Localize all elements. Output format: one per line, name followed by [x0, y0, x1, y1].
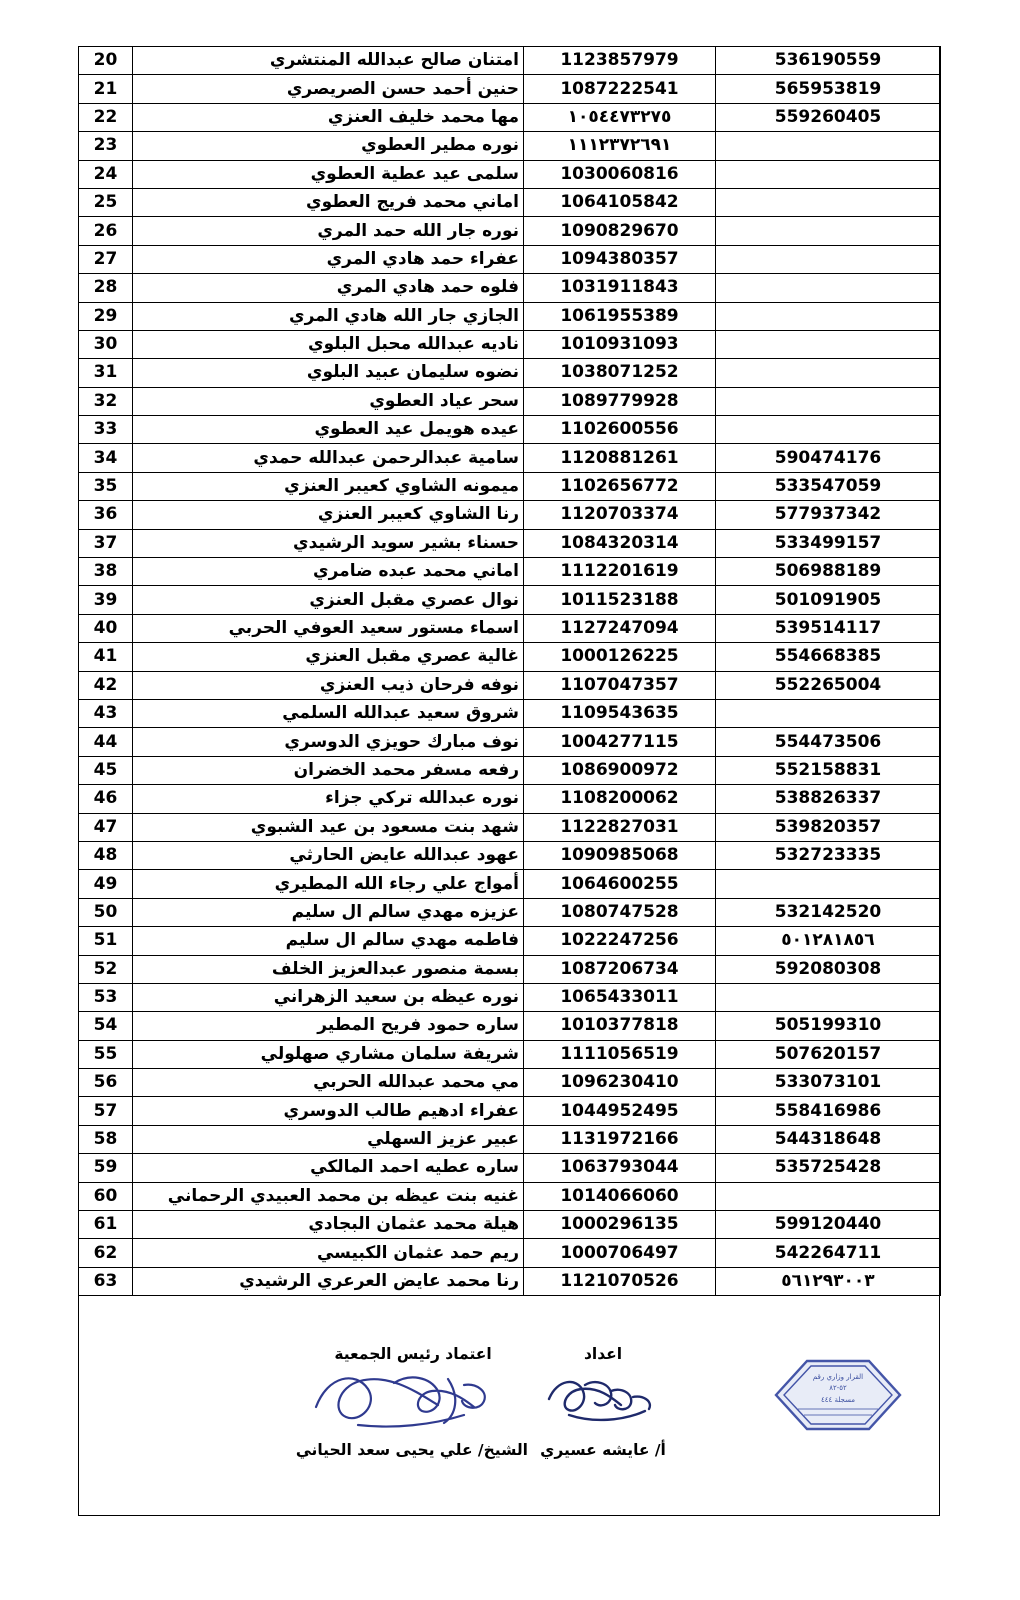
table-row: [79, 75, 941, 103]
cell-name: رفعه مسفر محمد الخضران: [133, 756, 524, 784]
cell-national-id: 1063793044: [524, 1154, 716, 1182]
table-row: [79, 274, 941, 302]
cell-row-number: 46: [79, 785, 133, 813]
cell-name: سامية عبدالرحمن عبدالله حمدي: [133, 444, 524, 472]
cell-row-number: 30: [79, 330, 133, 358]
cell-name: سلمى عيد عطية العطوي: [133, 160, 524, 188]
table-row: [79, 870, 941, 898]
table-row: [79, 614, 941, 642]
cell-name: اماني محمد عبده ضامري: [133, 558, 524, 586]
cell-name: نوره عبدالله تركي جزاء: [133, 785, 524, 813]
signature-area: [78, 1341, 940, 1516]
cell-name: حنين أحمد حسن الصريصري: [133, 75, 524, 103]
cell-row-number: 31: [79, 359, 133, 387]
cell-national-id: 1108200062: [524, 785, 716, 813]
cell-row-number: 36: [79, 501, 133, 529]
cell-name: نوف مبارك حويزي الدوسري: [133, 728, 524, 756]
official-stamp: [754, 1353, 922, 1437]
table-row: [79, 927, 941, 955]
cell-name: عيده هويمل عيد العطوي: [133, 416, 524, 444]
cell-national-id: 1030060816: [524, 160, 716, 188]
table-row: [79, 813, 941, 841]
table-row: [79, 1040, 941, 1068]
table-row: [79, 955, 941, 983]
cell-name: نوفه فرحان ذيب العنزي: [133, 671, 524, 699]
cell-name: عبير عزيز السهلي: [133, 1125, 524, 1153]
cell-name: هيلة محمد عثمان البجادي: [133, 1211, 524, 1239]
cell-membership-id: 507620157: [716, 1040, 941, 1068]
table-row: [79, 643, 941, 671]
cell-row-number: 54: [79, 1012, 133, 1040]
table-row: [79, 1097, 941, 1125]
table-row: [79, 1211, 941, 1239]
cell-membership-id: 544318648: [716, 1125, 941, 1153]
cell-membership-id: 533547059: [716, 472, 941, 500]
cell-row-number: 29: [79, 302, 133, 330]
members-table-body: [79, 47, 941, 1296]
cell-name: أمواج علي رجاء الله المطيري: [133, 870, 524, 898]
table-row: [79, 1267, 941, 1295]
cell-row-number: 25: [79, 188, 133, 216]
cell-name: عزيزه مهدي سالم ال سليم: [133, 898, 524, 926]
table-row: [79, 188, 941, 216]
cell-national-id: 1109543635: [524, 699, 716, 727]
table-row: [79, 359, 941, 387]
cell-national-id: 1087206734: [524, 955, 716, 983]
cell-membership-id: 552265004: [716, 671, 941, 699]
cell-name: اماني محمد فريج العطوي: [133, 188, 524, 216]
cell-name: حسناء بشير سويد الرشيدي: [133, 529, 524, 557]
cell-row-number: 38: [79, 558, 133, 586]
prepared-signature-name: أ/ عايشه عسيري: [540, 1441, 666, 1459]
cell-row-number: 60: [79, 1182, 133, 1210]
table-row: [79, 699, 941, 727]
cell-membership-id: 505199310: [716, 1012, 941, 1040]
cell-membership-id: 535725428: [716, 1154, 941, 1182]
cell-row-number: 41: [79, 643, 133, 671]
cell-national-id: 1064105842: [524, 188, 716, 216]
cell-national-id: 1127247094: [524, 614, 716, 642]
cell-membership-id: [716, 132, 941, 160]
cell-national-id: 1102600556: [524, 416, 716, 444]
prepared-signature-mark: [533, 1363, 673, 1437]
table-row: [79, 416, 941, 444]
cell-row-number: 40: [79, 614, 133, 642]
cell-membership-id: 592080308: [716, 955, 941, 983]
cell-membership-id: ٥٦١٢٩٣٠٠٣: [716, 1267, 941, 1295]
cell-membership-id: [716, 188, 941, 216]
cell-membership-id: 554473506: [716, 728, 941, 756]
cell-membership-id: 532142520: [716, 898, 941, 926]
table-row: [79, 387, 941, 415]
cell-row-number: 24: [79, 160, 133, 188]
cell-membership-id: 577937342: [716, 501, 941, 529]
cell-national-id: 1084320314: [524, 529, 716, 557]
table-row: [79, 501, 941, 529]
cell-row-number: 44: [79, 728, 133, 756]
table-row: [79, 103, 941, 131]
cell-national-id: 1107047357: [524, 671, 716, 699]
cell-name: غنيه بنت عيظه بن محمد العبيدي الرحماني: [133, 1182, 524, 1210]
cell-row-number: 51: [79, 927, 133, 955]
cell-national-id: 1120881261: [524, 444, 716, 472]
cell-membership-id: [716, 416, 941, 444]
cell-name: امتنان صالح عبدالله المنتشري: [133, 47, 524, 75]
cell-national-id: 1112201619: [524, 558, 716, 586]
cell-national-id: 1121070526: [524, 1267, 716, 1295]
cell-name: ناديه عبدالله محبل البلوي: [133, 330, 524, 358]
cell-national-id: 1022247256: [524, 927, 716, 955]
cell-row-number: 55: [79, 1040, 133, 1068]
cell-national-id: 1122827031: [524, 813, 716, 841]
table-row: [79, 472, 941, 500]
table-row: [79, 756, 941, 784]
approval-signature-name: الشيخ/ علي يحيى سعد الحياني: [295, 1441, 528, 1459]
cell-membership-id: [716, 983, 941, 1011]
cell-row-number: 62: [79, 1239, 133, 1267]
cell-name: ساره عطيه احمد المالكي: [133, 1154, 524, 1182]
cell-national-id: 1004277115: [524, 728, 716, 756]
cell-row-number: 34: [79, 444, 133, 472]
prepared-signature-title: اعداد: [583, 1345, 623, 1363]
stamp-line-2: ٥٢-٨٢: [829, 1384, 847, 1392]
cell-row-number: 37: [79, 529, 133, 557]
cell-name: عهود عبدالله عايض الحارثي: [133, 841, 524, 869]
cell-name: مي محمد عبدالله الحربي: [133, 1069, 524, 1097]
cell-row-number: 27: [79, 245, 133, 273]
cell-membership-id: 539820357: [716, 813, 941, 841]
table-row: [79, 841, 941, 869]
stamp-line-1: القرار وزاري رقم: [812, 1373, 864, 1381]
cell-name: نوره مطير العطوي: [133, 132, 524, 160]
cell-name: فلوه حمد هادي المري: [133, 274, 524, 302]
cell-membership-id: 538826337: [716, 785, 941, 813]
cell-membership-id: 542264711: [716, 1239, 941, 1267]
cell-national-id: 1131972166: [524, 1125, 716, 1153]
cell-national-id: 1044952495: [524, 1097, 716, 1125]
cell-name: شروق سعيد عبدالله السلمي: [133, 699, 524, 727]
cell-row-number: 52: [79, 955, 133, 983]
cell-row-number: 53: [79, 983, 133, 1011]
cell-row-number: 42: [79, 671, 133, 699]
cell-national-id: 1090985068: [524, 841, 716, 869]
cell-national-id: 1090829670: [524, 217, 716, 245]
cell-national-id: 1011523188: [524, 586, 716, 614]
cell-national-id: 1080747528: [524, 898, 716, 926]
cell-row-number: 26: [79, 217, 133, 245]
cell-name: الجازي جار الله هادي المري: [133, 302, 524, 330]
table-row: [79, 586, 941, 614]
approval-signature-block: [295, 1345, 528, 1459]
cell-row-number: 43: [79, 699, 133, 727]
table-row: [79, 898, 941, 926]
table-row: [79, 330, 941, 358]
cell-membership-id: [716, 274, 941, 302]
cell-national-id: 1000706497: [524, 1239, 716, 1267]
table-row: [79, 983, 941, 1011]
cell-name: ريم حمد عثمان الكبيسي: [133, 1239, 524, 1267]
cell-row-number: 35: [79, 472, 133, 500]
approval-signature-mark: [298, 1363, 528, 1437]
cell-national-id: 1111056519: [524, 1040, 716, 1068]
cell-name: مها محمد خليف العنزي: [133, 103, 524, 131]
cell-row-number: 63: [79, 1267, 133, 1295]
cell-name: نضوه سليمان عبيد البلوي: [133, 359, 524, 387]
cell-row-number: 56: [79, 1069, 133, 1097]
cell-membership-id: [716, 1182, 941, 1210]
cell-row-number: 23: [79, 132, 133, 160]
cell-membership-id: 558416986: [716, 1097, 941, 1125]
cell-membership-id: 533073101: [716, 1069, 941, 1097]
cell-national-id: 1010931093: [524, 330, 716, 358]
cell-membership-id: 536190559: [716, 47, 941, 75]
table-row: [79, 160, 941, 188]
table-row: [79, 1182, 941, 1210]
table-row: [79, 1012, 941, 1040]
cell-row-number: 61: [79, 1211, 133, 1239]
cell-national-id: 1089779928: [524, 387, 716, 415]
cell-membership-id: ٥٠١٢٨١٨٥٦: [716, 927, 941, 955]
table-row: [79, 245, 941, 273]
table-row: [79, 1069, 941, 1097]
table-row: [79, 47, 941, 75]
cell-membership-id: 599120440: [716, 1211, 941, 1239]
cell-name: نوال عصري مقبل العنزي: [133, 586, 524, 614]
cell-national-id: 1123857979: [524, 47, 716, 75]
table-row: [79, 529, 941, 557]
table-row: [79, 558, 941, 586]
table-row: [79, 785, 941, 813]
cell-row-number: 48: [79, 841, 133, 869]
cell-name: عفراء ادهيم طالب الدوسري: [133, 1097, 524, 1125]
table-row: [79, 728, 941, 756]
cell-name: شهد بنت مسعود بن عيد الشبوي: [133, 813, 524, 841]
cell-membership-id: [716, 302, 941, 330]
cell-row-number: 28: [79, 274, 133, 302]
table-row: [79, 217, 941, 245]
cell-name: غالية عصري مقبل العنزي: [133, 643, 524, 671]
table-row: [79, 302, 941, 330]
cell-row-number: 32: [79, 387, 133, 415]
cell-membership-id: [716, 330, 941, 358]
cell-national-id: ١٠٥٤٤٧٣٢٧٥: [524, 103, 716, 131]
cell-national-id: ١١١٢٣٧٢٦٩١: [524, 132, 716, 160]
cell-name: رنا محمد عايض العرعري الرشيدي: [133, 1267, 524, 1295]
cell-name: سحر عياد العطوي: [133, 387, 524, 415]
cell-membership-id: [716, 387, 941, 415]
cell-row-number: 21: [79, 75, 133, 103]
cell-row-number: 49: [79, 870, 133, 898]
cell-name: شريفة سلمان مشاري صهلولي: [133, 1040, 524, 1068]
cell-name: فاطمه مهدي سالم ال سليم: [133, 927, 524, 955]
cell-national-id: 1014066060: [524, 1182, 716, 1210]
cell-membership-id: 554668385: [716, 643, 941, 671]
cell-name: اسماء مستور سعيد العوفي الحربي: [133, 614, 524, 642]
cell-national-id: 1010377818: [524, 1012, 716, 1040]
cell-membership-id: [716, 359, 941, 387]
cell-row-number: 57: [79, 1097, 133, 1125]
cell-national-id: 1061955389: [524, 302, 716, 330]
cell-national-id: 1064600255: [524, 870, 716, 898]
table-row: [79, 444, 941, 472]
cell-name: بسمة منصور عبدالعزيز الخلف: [133, 955, 524, 983]
table-row: [79, 671, 941, 699]
cell-national-id: 1065433011: [524, 983, 716, 1011]
cell-membership-id: 552158831: [716, 756, 941, 784]
cell-name: ميمونه الشاوي كعيبر العنزي: [133, 472, 524, 500]
cell-row-number: 39: [79, 586, 133, 614]
table-row: [79, 1125, 941, 1153]
cell-row-number: 22: [79, 103, 133, 131]
cell-membership-id: [716, 217, 941, 245]
cell-national-id: 1000296135: [524, 1211, 716, 1239]
cell-national-id: 1086900972: [524, 756, 716, 784]
table-row: [79, 1154, 941, 1182]
cell-membership-id: 532723335: [716, 841, 941, 869]
table-row: [79, 1239, 941, 1267]
cell-membership-id: 539514117: [716, 614, 941, 642]
cell-membership-id: [716, 245, 941, 273]
cell-membership-id: [716, 870, 941, 898]
cell-row-number: 45: [79, 756, 133, 784]
cell-name: نوره عيظه بن سعيد الزهراني: [133, 983, 524, 1011]
cell-row-number: 50: [79, 898, 133, 926]
cell-name: نوره جار الله حمد المري: [133, 217, 524, 245]
cell-name: عفراء حمد هادي المري: [133, 245, 524, 273]
cell-name: رنا الشاوي كعيبر العنزي: [133, 501, 524, 529]
prepared-signature-block: [533, 1345, 673, 1459]
cell-row-number: 58: [79, 1125, 133, 1153]
cell-row-number: 33: [79, 416, 133, 444]
cell-name: ساره حمود فريح المطير: [133, 1012, 524, 1040]
cell-membership-id: 590474176: [716, 444, 941, 472]
cell-membership-id: 506988189: [716, 558, 941, 586]
cell-national-id: 1094380357: [524, 245, 716, 273]
cell-national-id: 1038071252: [524, 359, 716, 387]
cell-national-id: 1096230410: [524, 1069, 716, 1097]
cell-row-number: 47: [79, 813, 133, 841]
cell-national-id: 1120703374: [524, 501, 716, 529]
cell-membership-id: 533499157: [716, 529, 941, 557]
cell-national-id: 1031911843: [524, 274, 716, 302]
cell-membership-id: [716, 699, 941, 727]
cell-membership-id: [716, 160, 941, 188]
cell-membership-id: 501091905: [716, 586, 941, 614]
cell-national-id: 1102656772: [524, 472, 716, 500]
approval-signature-title: اعتماد رئيس الجمعية: [334, 1345, 492, 1363]
cell-national-id: 1087222541: [524, 75, 716, 103]
cell-row-number: 20: [79, 47, 133, 75]
cell-membership-id: 559260405: [716, 103, 941, 131]
cell-membership-id: 565953819: [716, 75, 941, 103]
stamp-line-3: مسجلة ٤٤٤: [820, 1396, 856, 1404]
cell-national-id: 1000126225: [524, 643, 716, 671]
table-row: [79, 132, 941, 160]
members-table: [78, 46, 941, 1296]
cell-row-number: 59: [79, 1154, 133, 1182]
